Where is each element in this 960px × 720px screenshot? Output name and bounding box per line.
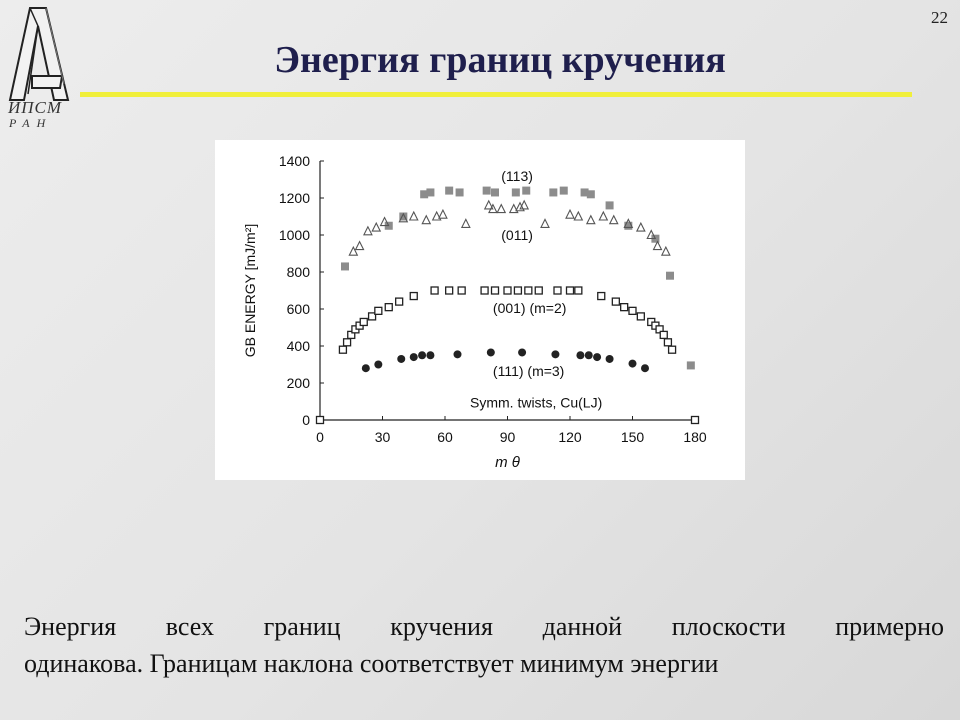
point-011 — [654, 242, 662, 250]
point-113 — [483, 187, 491, 195]
chart-annotation: (113) — [501, 167, 533, 184]
x-tick-label: 30 — [374, 429, 391, 445]
point-111 — [576, 351, 584, 359]
point-111 — [410, 353, 418, 361]
point-011 — [610, 216, 618, 224]
point-011 — [541, 219, 549, 227]
point-001 — [554, 287, 561, 294]
y-tick-label: 400 — [286, 338, 310, 354]
point-001 — [598, 293, 605, 300]
point-011 — [647, 231, 655, 239]
y-tick-label: 1400 — [278, 153, 310, 169]
point-001 — [669, 346, 676, 353]
point-111 — [374, 361, 382, 369]
x-tick-label: 60 — [437, 429, 453, 445]
point-001 — [410, 293, 417, 300]
point-011 — [364, 227, 372, 235]
point-011 — [462, 219, 470, 227]
point-111 — [585, 351, 593, 359]
point-113 — [587, 190, 595, 198]
point-111 — [518, 348, 526, 356]
point-001 — [504, 287, 511, 294]
point-111 — [418, 351, 426, 359]
point-113 — [426, 188, 434, 196]
point-011 — [637, 223, 645, 231]
chart-panel — [215, 140, 745, 480]
point-011 — [662, 247, 670, 255]
x-tick-label: 180 — [683, 429, 707, 445]
chart-annotation: Symm. twists, Cu(LJ) — [470, 394, 603, 411]
point-113 — [491, 188, 499, 196]
point-001 — [637, 313, 644, 320]
logo-subtext: РАН — [9, 116, 53, 130]
point-001 — [344, 339, 351, 346]
y-tick-label: 0 — [302, 412, 310, 428]
point-001 — [317, 417, 324, 424]
point-011 — [422, 216, 430, 224]
point-001 — [431, 287, 438, 294]
x-tick-label: 120 — [558, 429, 582, 445]
point-111 — [454, 350, 462, 358]
page-number: 22 — [931, 8, 948, 27]
point-113 — [687, 361, 695, 369]
y-tick-label: 1200 — [278, 190, 310, 206]
gb-energy-chart — [215, 140, 745, 480]
point-001 — [525, 287, 532, 294]
point-001 — [446, 287, 453, 294]
point-113 — [522, 187, 530, 195]
point-113 — [606, 201, 614, 209]
point-011 — [439, 210, 447, 218]
point-111 — [362, 364, 370, 372]
chart-annotation: (001) (m=2) — [492, 300, 567, 317]
point-001 — [535, 287, 542, 294]
point-111 — [551, 350, 559, 358]
point-001 — [629, 307, 636, 314]
chart-annotation: (011) — [501, 227, 533, 243]
point-001 — [621, 304, 628, 311]
x-tick-label: 150 — [620, 429, 645, 445]
point-113 — [512, 188, 520, 196]
point-001 — [339, 346, 346, 353]
point-001 — [375, 307, 382, 314]
point-011 — [497, 205, 505, 213]
point-001 — [664, 339, 671, 346]
point-113 — [560, 187, 568, 195]
point-001 — [692, 417, 699, 424]
point-111 — [629, 360, 637, 368]
point-111 — [606, 355, 614, 363]
slide-title: Энергия границ кручения — [274, 39, 726, 81]
point-011 — [410, 212, 418, 220]
point-011 — [372, 223, 380, 231]
point-001 — [396, 298, 403, 305]
chart-labels — [242, 153, 707, 471]
x-axis-label: m θ — [495, 454, 520, 471]
x-tick-label: 90 — [499, 429, 516, 445]
point-001 — [514, 287, 521, 294]
point-111 — [641, 364, 649, 372]
point-011 — [599, 212, 607, 220]
chart-annotation: (111) (m=3) — [492, 362, 565, 379]
point-001 — [481, 287, 488, 294]
point-011 — [381, 218, 389, 226]
point-111 — [593, 353, 601, 361]
point-011 — [566, 210, 574, 218]
y-tick-label: 800 — [286, 264, 310, 280]
point-011 — [356, 242, 364, 250]
caption-line-1: Энергия всех границ кручения данной плоскости примерно — [24, 612, 944, 641]
y-tick-label: 600 — [286, 301, 310, 317]
point-001 — [385, 304, 392, 311]
point-011 — [587, 216, 595, 224]
point-001 — [567, 287, 574, 294]
point-001 — [458, 287, 465, 294]
point-113 — [666, 272, 674, 280]
point-001 — [575, 287, 582, 294]
caption-line-2: одинакова. Границам наклона соответствует минимум энергии — [24, 649, 719, 678]
point-111 — [426, 351, 434, 359]
point-113 — [445, 187, 453, 195]
y-tick-label: 200 — [286, 375, 310, 391]
y-axis-label: GB ENERGY [mJ/m²] — [242, 223, 258, 358]
point-001 — [612, 298, 619, 305]
title-underline — [80, 92, 912, 97]
point-113 — [549, 188, 557, 196]
point-111 — [397, 355, 405, 363]
point-113 — [341, 262, 349, 270]
slide-caption — [24, 608, 944, 682]
x-tick-label: 0 — [316, 429, 324, 445]
point-001 — [660, 331, 667, 338]
point-001 — [492, 287, 499, 294]
y-tick-label: 1000 — [278, 227, 310, 243]
point-113 — [456, 188, 464, 196]
point-111 — [487, 348, 495, 356]
logo-text: ИПСМ — [8, 98, 63, 117]
point-001 — [360, 318, 367, 325]
point-011 — [574, 212, 582, 220]
